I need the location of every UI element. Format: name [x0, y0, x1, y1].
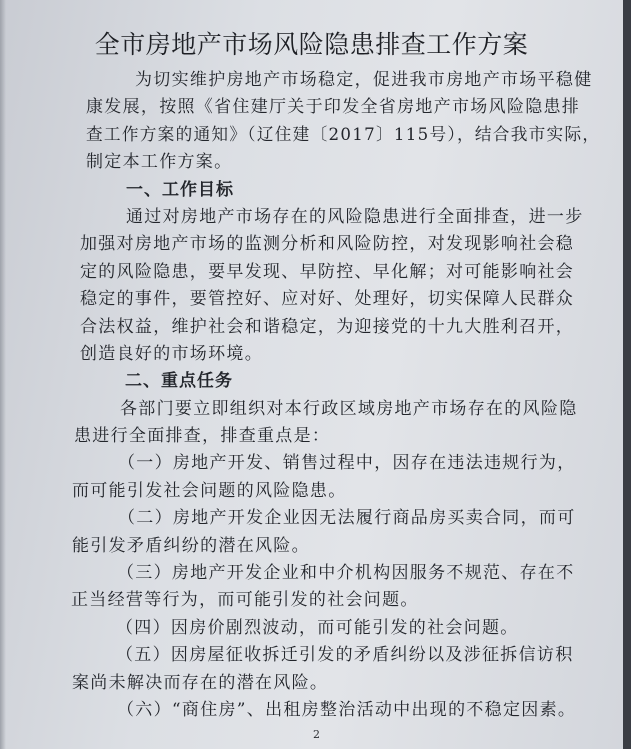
section-heading: 一、工作目标: [126, 179, 234, 200]
text-line: （六）“商住房”、出租房整治活动中出现的不稳定因素。: [117, 700, 577, 720]
text-line: 患进行全面排查，排查重点是：: [74, 426, 331, 447]
section-heading: 二、重点任务: [125, 371, 233, 392]
text-line: （四）因房价剧烈波动，而可能引发的社会问题。: [116, 617, 519, 638]
text-line: 通过对房地产市场存在的风险隐患进行全面排查，进一步: [126, 206, 584, 227]
text-line: （一）房地产开发、销售过程中，因存在违法违规行为，: [118, 453, 576, 474]
text-line: 合法权益，维护社会和谐稳定，为迎接党的十九大胜利召开，: [80, 316, 575, 337]
text-line: 制定本工作方案。: [86, 152, 233, 173]
document-title: 全市房地产市场风险隐患排查工作方案: [94, 30, 529, 59]
text-line: 稳定的事件，要管控好、应对好、处理好，切实保障人民群众: [80, 289, 575, 310]
text-line: 查工作方案的通知》（辽住建〔2017〕115号），结合我市实际，: [86, 124, 601, 145]
text-line: （五）因房屋征收拆迁引发的矛盾纠纷以及涉征拆信访积: [116, 645, 574, 666]
text-line: 康发展，按照《省住建厅关于印发全省房地产市场风险隐患排: [86, 97, 581, 118]
background-strip: [623, 0, 631, 749]
text-line: 为切实维护房地产市场稳定，促进我市房地产市场平稳健: [135, 70, 593, 90]
text-line: 案尚未解决而存在的潜在风险。: [72, 672, 329, 693]
text-line: 加强对房地产市场的监测分析和风险防控，对发现影响社会稳: [80, 234, 575, 255]
text-line: 各部门要立即组织对本行政区域房地产市场存在的风险隐: [120, 398, 578, 419]
text-line: 创造良好的市场环境。: [80, 343, 263, 364]
text-line: （二）房地产开发企业因无法履行商品房买卖合同，而可: [118, 508, 576, 529]
text-line: （三）房地产开发企业和中介机构因服务不规范、存在不: [117, 563, 575, 584]
page-shadow-edge: [0, 0, 6, 749]
text-line: 能引发矛盾纠纷的潜在风险。: [72, 535, 310, 556]
page-number: 2: [313, 728, 320, 741]
text-line: 正当经营等行为，而可能引发的社会问题。: [71, 590, 419, 611]
text-line: 而可能引发社会问题的风险隐患。: [72, 480, 347, 501]
text-line: 定的风险隐患，要早发现、早防控、早化解；对可能影响社会: [80, 261, 575, 282]
